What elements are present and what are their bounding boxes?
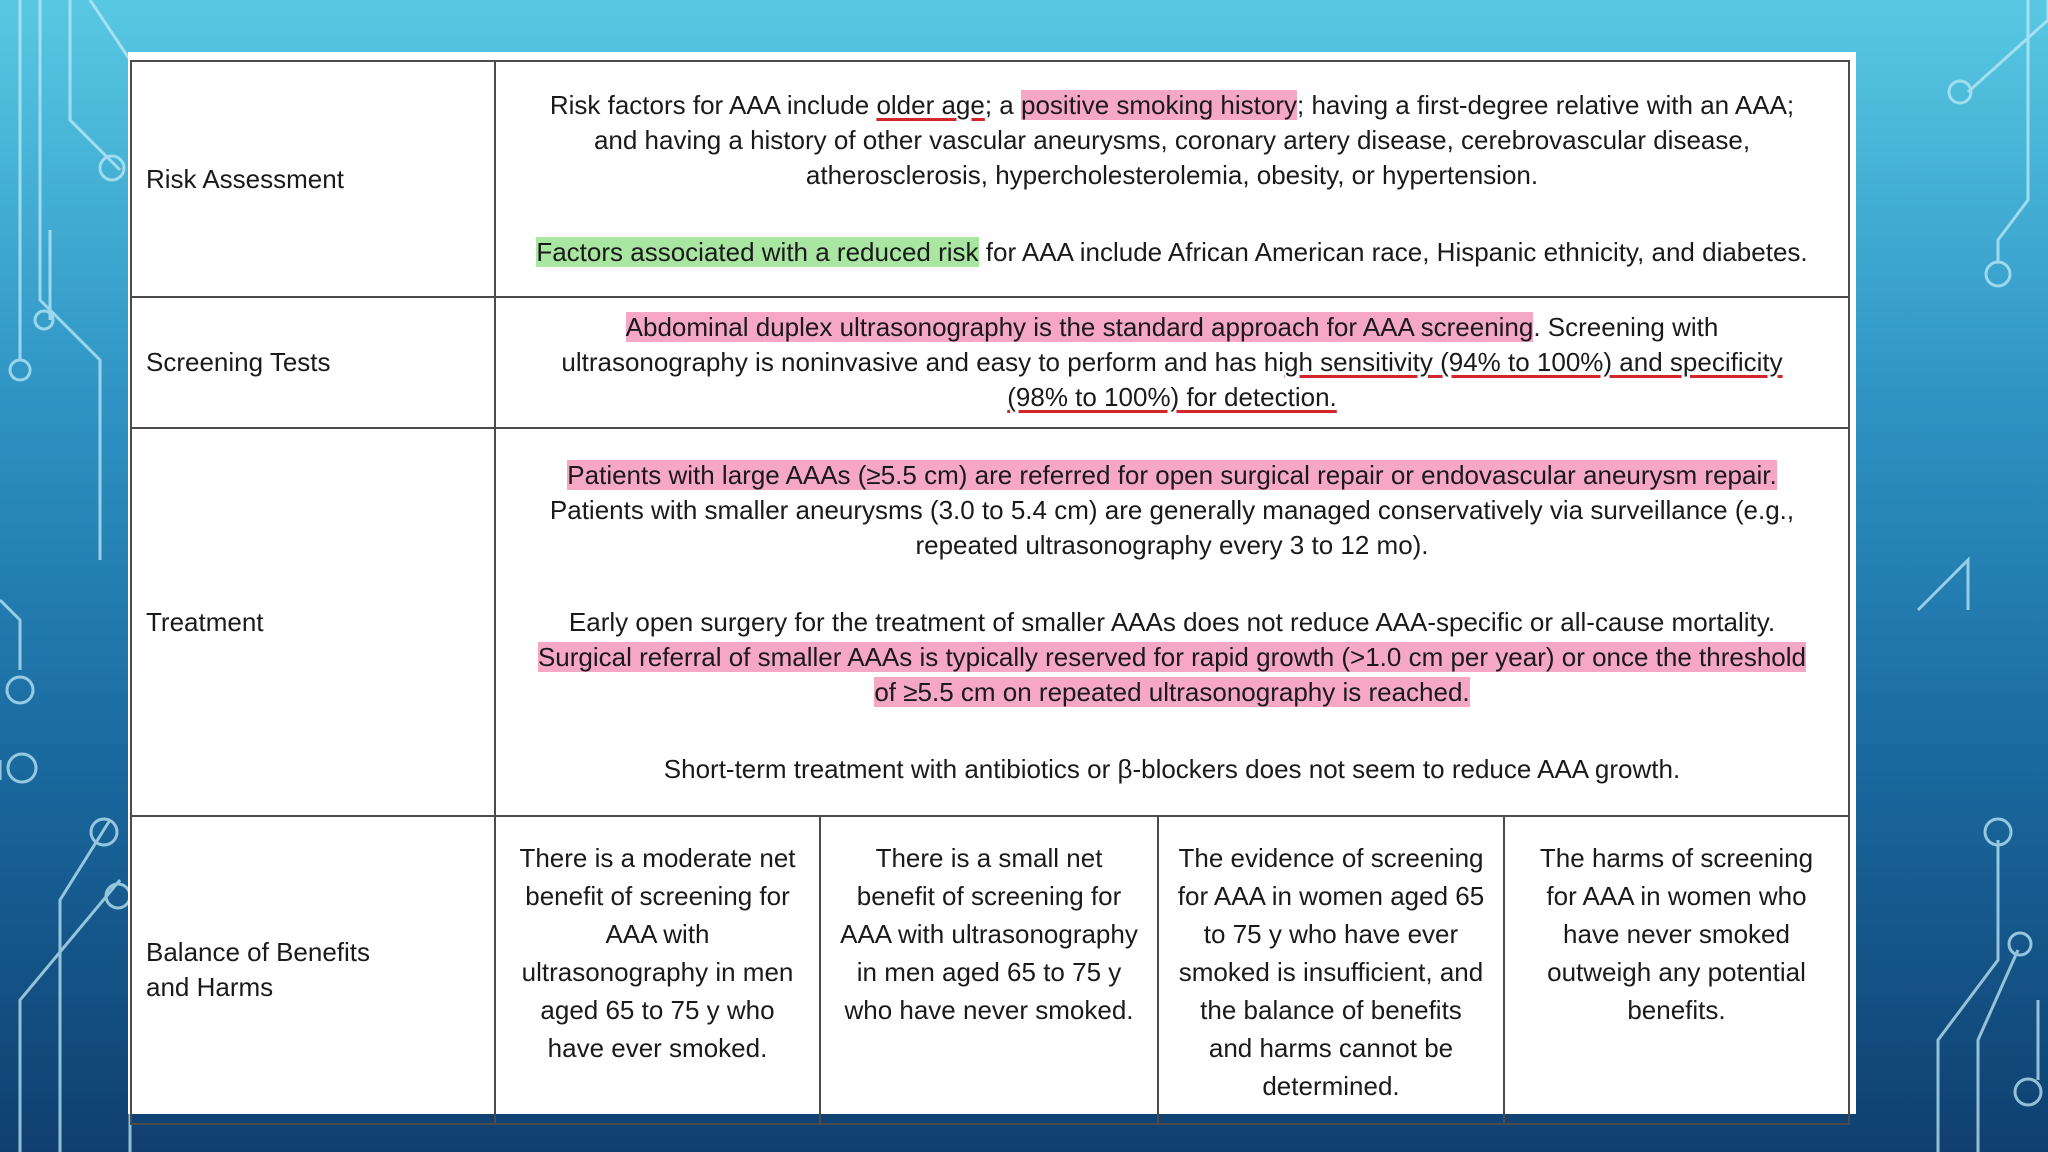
row-risk-assessment [131,61,1849,297]
balance-cell-men-ever-smoked: There is a moderate net benefit of screening for AAA with ultrasonography in men aged 65 to 75 y who have ever smoked. [519,843,796,1063]
screening-text [536,310,1808,415]
text-run: for AAA include African American race, Hispanic ethnicity, and diabetes. [978,237,1808,267]
underlined-text: older age [876,90,985,120]
risk-assessment-content [495,61,1849,297]
reduced-risk-text [536,235,1808,270]
row-balance [131,816,1849,1124]
balance-subtable [496,817,1848,1123]
treatment-text-2 [536,605,1808,710]
highlighted-text: Factors associated with a reduced risk [536,237,979,267]
treatment-content [495,428,1849,816]
circuit-decoration-right [1908,0,2048,1152]
text-run: Risk factors for AAA include [549,90,877,120]
row-label-screening-tests: Screening Tests [131,297,495,428]
row-treatment [131,428,1849,816]
row-label-balance: Balance of Benefits and Harms [131,816,495,1124]
slide [128,52,1856,1114]
circuit-decoration-left [0,0,140,1152]
highlighted-text: Abdominal duplex ultrasonography is the standard approach for AAA screening [625,312,1534,342]
risk-factors-text [536,88,1808,193]
text-run: Patients with smaller aneurysms (3.0 to 5.4 cm) are generally managed conservatively via surveillance (e.g., repeated ultrasonography every 3 to 12 mo). [549,494,1795,560]
underlined-text: gh sensitivity (94% to 100%) and specificity (98% to 100%) for detection. [1007,347,1783,412]
balance-cell-women-never-smoked: The harms of screening for AAA in women who have never smoked outweigh any potential benefits. [1504,817,1848,1123]
treatment-text-3: Short-term treatment with antibiotics or β-blockers does not seem to reduce AAA growth. [663,753,1681,784]
screening-summary-table [130,60,1850,1125]
highlighted-text: Patients with large AAAs (≥5.5 cm) are referred for open surgical repair or endovascular aneurysm repair. [567,459,1777,490]
text-run: ; a [984,90,1021,120]
balance-cell-men-never-smoked: There is a small net benefit of screening for AAA with ultrasonography in men aged 65 to 75 y who have never smoked. [820,817,1158,1123]
highlighted-text: Surgical referral of smaller AAAs is typically reserved for rapid growth (>1.0 cm per year) or once the threshold of ≥5.5 cm on repeated ultrasonography is reached. [537,641,1807,707]
text-run: ; having a first-degree relative with an AAA; and having a history of other vascular aneurysms, coronary artery disease, cerebrovascular disease, atherosclerosis, hypercholesterolemia, obesity, or hypertension. [593,90,1795,190]
text-run: Early open surgery for the treatment of smaller AAAs does not reduce AAA-specific or all-cause mortality. [568,606,1776,637]
row-screening-tests [131,297,1849,428]
screening-tests-content [495,297,1849,428]
text-run: . Screening with ultrasonography is noninvasive and easy to perform and has hi [561,312,1719,377]
row-label-treatment: Treatment [131,428,495,816]
balance-cell-women-ever-smoked: The evidence of screening for AAA in women aged 65 to 75 y who have ever smoked is insufficient, and the balance of benefits and harms cannot be determined. [1158,817,1504,1123]
treatment-text-1 [536,458,1808,563]
highlighted-text: positive smoking history [1021,90,1297,120]
balance-content [495,816,1849,1124]
row-label-risk-assessment: Risk Assessment [131,61,495,297]
